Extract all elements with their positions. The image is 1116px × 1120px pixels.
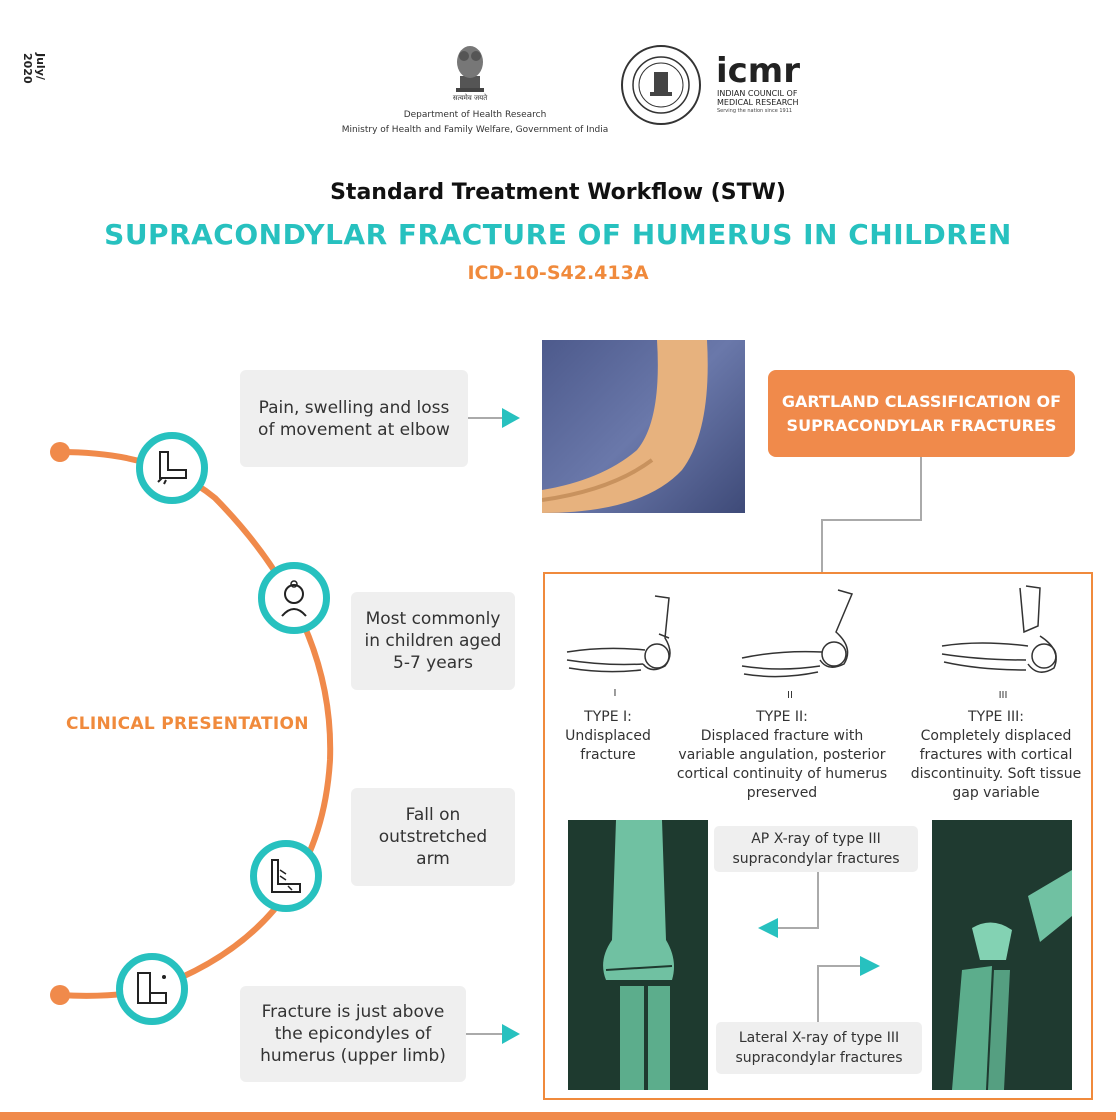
ap-xray-label-text: AP X-ray of type III supracondylar fractures xyxy=(732,831,900,867)
date-label: July/ 2020 xyxy=(21,53,47,84)
symptom-box xyxy=(240,370,468,467)
type1-name: TYPE I: xyxy=(584,709,632,725)
ap-xray-image xyxy=(568,820,708,1090)
type2-desc: Displaced fracture with variable angulation, posterior cortical continuity of humerus preserved xyxy=(676,728,888,801)
icmr-name-line2: MEDICAL RESEARCH xyxy=(717,98,799,107)
lateral-xray-label-text: Lateral X-ray of type III supracondylar fractures xyxy=(735,1030,903,1066)
cause-text: Fall on outstretched arm xyxy=(378,805,488,869)
icmr-name-line1: INDIAN COUNCIL OF xyxy=(717,89,798,98)
type1-text xyxy=(548,708,668,765)
fracture-arm-icon xyxy=(116,953,188,1025)
type3-desc: Completely displaced fractures with cortical discontinuity. Soft tissue gap variable xyxy=(910,728,1082,801)
icd-code: ICD-10-S42.413A xyxy=(467,262,649,284)
location-box xyxy=(240,986,466,1082)
type1-roman: I xyxy=(613,688,617,699)
type3-bone-diagram xyxy=(940,584,1070,680)
main-title: SUPRACONDYLAR FRACTURE OF HUMERUS IN CHILDREN xyxy=(104,218,1012,251)
stw-title: Standard Treatment Workflow (STW) xyxy=(330,180,786,205)
type3-roman: III xyxy=(998,690,1008,701)
type2-name: TYPE II: xyxy=(756,709,808,725)
bottom-bar xyxy=(0,1112,1116,1120)
lateral-xray-label xyxy=(716,1022,922,1074)
icmr-logo: icmr xyxy=(716,51,801,91)
age-box xyxy=(351,592,515,690)
type2-text xyxy=(672,708,892,803)
type3-text xyxy=(903,708,1089,803)
cast-arm-icon xyxy=(250,840,322,912)
ministry-name: Ministry of Health and Family Welfare, Government of India xyxy=(341,125,609,135)
cause-box xyxy=(351,788,515,886)
department-name: Department of Health Research xyxy=(403,110,547,120)
location-text: Fracture is just above the epicondyles of humerus (upper limb) xyxy=(260,1002,446,1066)
type1-bone-diagram xyxy=(565,594,685,684)
clinical-presentation-label: CLINICAL PRESENTATION xyxy=(66,714,309,734)
child-icon xyxy=(258,562,330,634)
emblem-motto: सत्यमेव जयते xyxy=(452,94,488,102)
elbow-pain-icon xyxy=(136,432,208,504)
lateral-xray-image xyxy=(932,820,1072,1090)
symptom-text: Pain, swelling and loss of movement at elbow xyxy=(258,397,450,440)
gartland-title-box xyxy=(768,370,1075,457)
type3-name: TYPE III: xyxy=(968,709,1024,725)
age-text: Most commonly in children aged 5-7 years xyxy=(364,609,502,673)
gartland-title-line1: GARTLAND CLASSIFICATION OF xyxy=(781,391,1062,411)
icmr-tagline: Serving the nation since 1911 xyxy=(717,108,793,114)
elbow-swelling-photo xyxy=(542,340,745,513)
type2-bone-diagram xyxy=(740,588,860,680)
ap-xray-label xyxy=(714,826,918,872)
gartland-title-line2: SUPRACONDYLAR FRACTURES xyxy=(786,415,1057,435)
type2-roman: II xyxy=(787,690,793,701)
type1-desc: Undisplaced fracture xyxy=(565,728,651,763)
